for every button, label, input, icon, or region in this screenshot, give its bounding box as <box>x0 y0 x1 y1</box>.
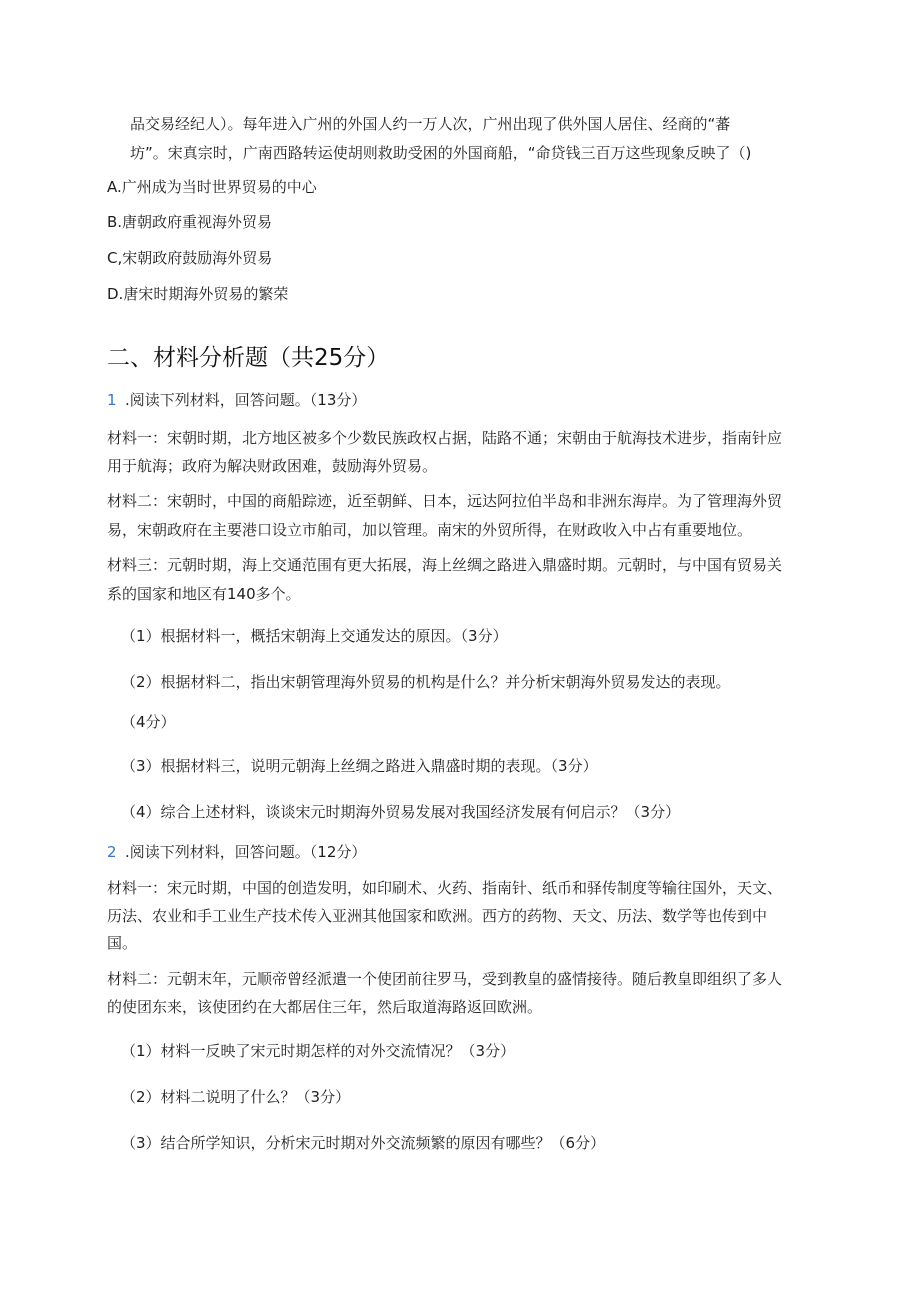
q2-material-2-line-1: 材料二：元朝末年，元顺帝曾经派遣一个使团前往罗马，受到教皇的盛情接待。随后教皇即组织了多人 <box>107 970 783 988</box>
q1-subquestion-3: （3）根据材料三，说明元朝海上丝绸之路进入鼎盛时期的表现。（3分） <box>121 757 598 775</box>
q2-subquestion-2: （2）材料二说明了什么？（3分） <box>121 1088 351 1106</box>
q1-subquestion-2-score: （4分） <box>121 713 176 731</box>
q1-material-2-line-1: 材料二：宋朝时，中国的商船踪迹，近至朝鲜、日本，远达阿拉伯半岛和非洲东海岸。为了管理海外贸 <box>107 492 783 510</box>
q2-material-2-line-2: 的使团东来，该使团约在大都居住三年，然后取道海路返回欧洲。 <box>107 998 543 1016</box>
question-2-number: 2 <box>107 843 117 861</box>
q2-subquestion-1: （1）材料一反映了宋元时期怎样的对外交流情况？（3分） <box>121 1042 516 1060</box>
q1-subquestion-4: （4）综合上述材料，谈谈宋元时期海外贸易发展对我国经济发展有何启示？（3分） <box>121 803 681 821</box>
q1-material-2-line-2: 易，宋朝政府在主要港口设立市舶司，加以管理。南宋的外贸所得，在财政收入中占有重要地位。 <box>107 521 753 539</box>
choice-stem-line-2: 坊”。宋真宗时，广南西路转运使胡则救助受困的外国商船，“命贷钱三百万这些现象反映了（) <box>130 144 752 162</box>
option-c: C,宋朝政府鼓励海外贸易 <box>107 249 273 267</box>
q1-subquestion-2: （2）根据材料二，指出宋朝管理海外贸易的机构是什么？并分析宋朝海外贸易发达的表现。 <box>121 673 731 691</box>
q2-material-1-line-1: 材料一：宋元时期，中国的创造发明，如印刷术、火药、指南针、纸币和驿传制度等输往国外，天文、 <box>107 879 783 897</box>
choice-stem-line-1: 品交易经纪人）。每年进入广州的外国人约一万人次，广州出现了供外国人居住、经商的“蕃 <box>130 115 731 133</box>
question-2-header <box>107 841 366 863</box>
q1-material-3-line-2: 系的国家和地区有140多个。 <box>107 585 301 603</box>
q1-material-3-line-1: 材料三：元朝时期，海上交通范围有更大拓展，海上丝绸之路进入鼎盛时期。元朝时，与中国有贸易关 <box>107 556 783 574</box>
question-2-prompt: .阅读下列材料，回答问题。（12分） <box>125 843 367 861</box>
q2-subquestion-3: （3）结合所学知识，分析宋元时期对外交流频繁的原因有哪些？（6分） <box>121 1134 606 1152</box>
question-1-prompt: .阅读下列材料，回答问题。（13分） <box>125 391 367 409</box>
q1-material-1-line-2: 用于航海；政府为解决财政困难，鼓励海外贸易。 <box>107 457 438 475</box>
question-1-number: 1 <box>107 391 117 409</box>
option-d: D.唐宋时期海外贸易的繁荣 <box>107 285 289 303</box>
option-b: B.唐朝政府重视海外贸易 <box>107 213 273 231</box>
option-a: A.广州成为当时世界贸易的中心 <box>107 178 317 196</box>
section-title: 二、材料分析题（共25分） <box>107 345 390 371</box>
q1-material-1-line-1: 材料一：宋朝时期，北方地区被多个少数民族政权占据，陆路不通；宋朝由于航海技术进步，指南针应 <box>107 429 783 447</box>
q2-material-1-line-2: 历法、农业和手工业生产技术传入亚洲其他国家和欧洲。西方的药物、天文、历法、数学等也传到中 <box>107 907 768 925</box>
q2-material-1-line-3: 国。 <box>107 934 138 952</box>
q1-subquestion-1: （1）根据材料一，概括宋朝海上交通发达的原因。（3分） <box>121 627 508 645</box>
question-1-header <box>107 389 366 411</box>
